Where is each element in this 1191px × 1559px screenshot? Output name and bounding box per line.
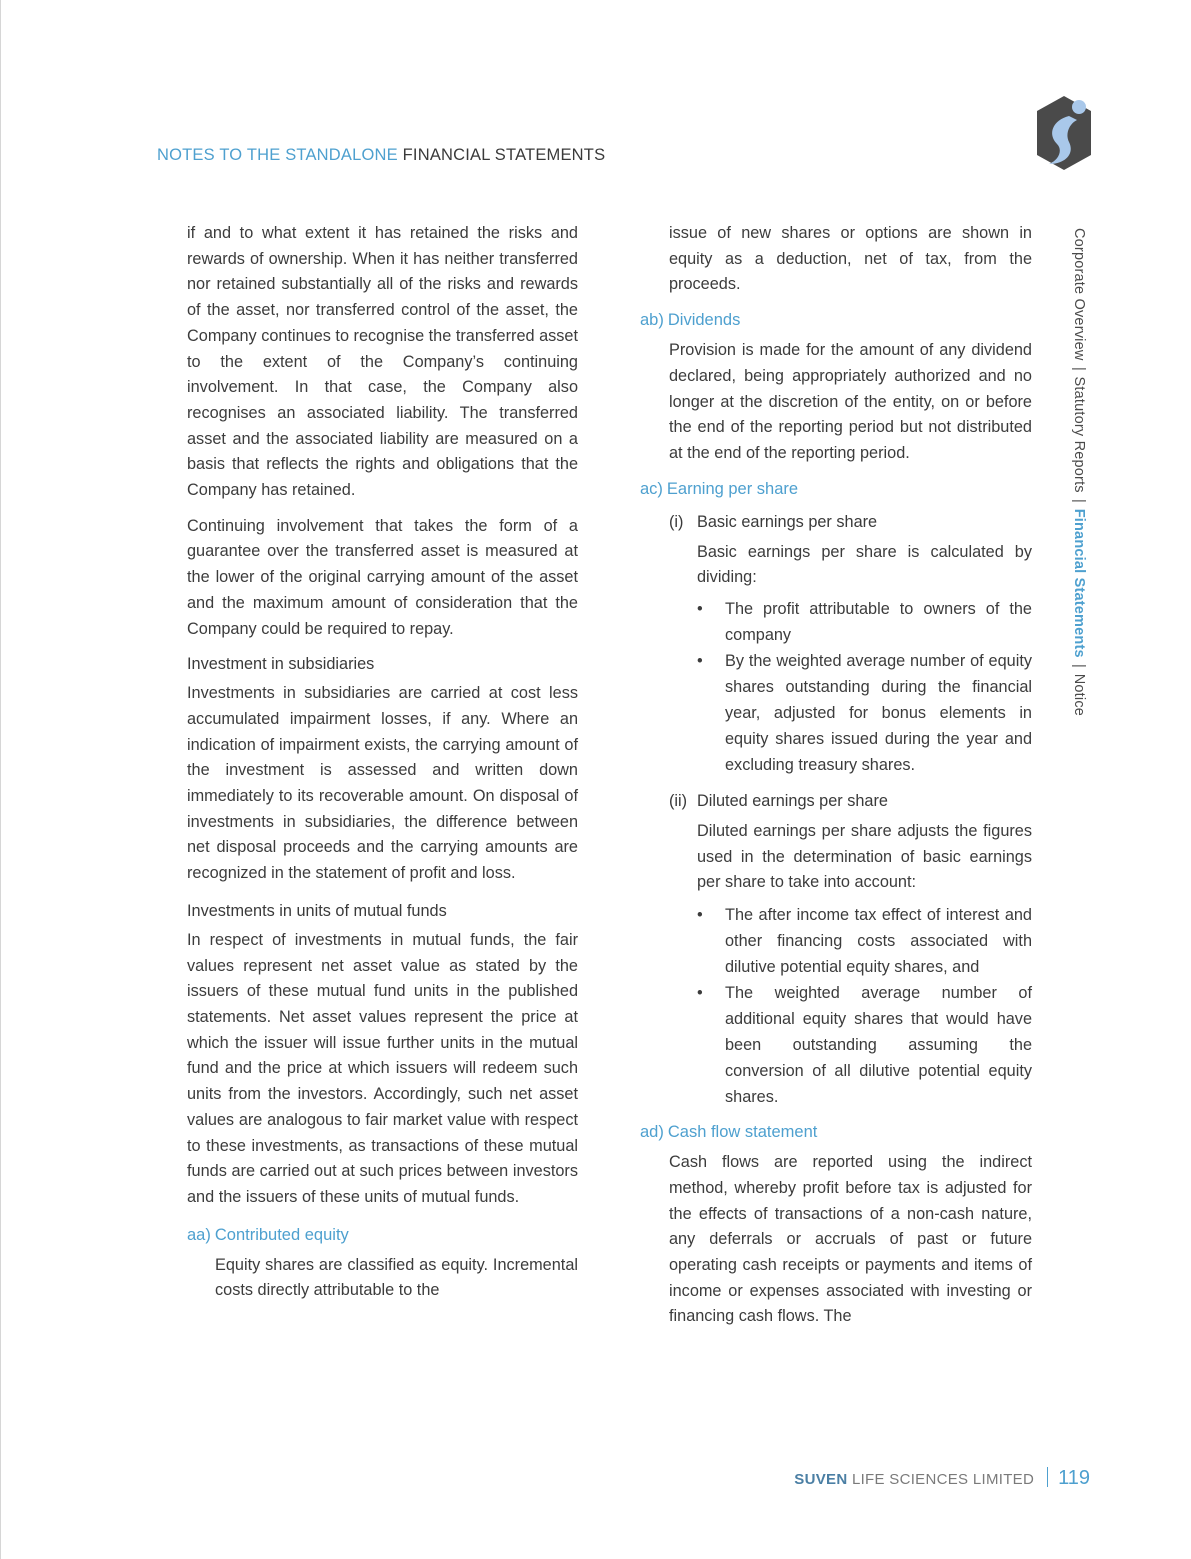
list-item — [697, 596, 1032, 648]
left-column — [187, 221, 578, 1304]
list-item-text: By the weighted average number of equity shares outstanding during the financial year, adjusted for bonus elements in equity shares issued during the year and excluding treasury shares. — [725, 652, 1032, 775]
right-column — [640, 221, 1032, 1330]
heading-mutual-funds: Investments in units of mutual funds — [187, 901, 447, 920]
nav-notice[interactable]: Notice — [1071, 673, 1087, 717]
section-title: Cash flow statement — [667, 1123, 818, 1142]
footer-divider — [1047, 1467, 1048, 1487]
side-navigation — [1071, 228, 1087, 716]
header-financial-label: FINANCIAL STATEMENTS — [402, 146, 606, 164]
section-number: ad) — [640, 1123, 664, 1142]
bullet-icon: • — [697, 652, 703, 671]
list-item-text: The after income tax effect of interest and other financing costs associated with dilutive potential equity shares, and — [725, 906, 1032, 977]
subsection-title: Diluted earnings per share — [697, 792, 888, 811]
subsection-title: Basic earnings per share — [697, 512, 878, 531]
page-footer — [794, 1464, 1090, 1490]
list-item-text: The weighted average number of additional equity shares that would have been outstanding assuming the conversion of all dilutive potential equity shares. — [725, 984, 1032, 1107]
section-ad-heading — [640, 1120, 1032, 1145]
paragraph-contributed-equity: Equity shares are classified as equity. Incremental costs directly attributable to the — [215, 1255, 578, 1300]
section-ac-heading — [640, 477, 1032, 502]
nav-separator: | — [1071, 663, 1087, 668]
list-item — [697, 648, 1032, 778]
nav-statutory-reports[interactable]: Statutory Reports — [1071, 376, 1087, 493]
list-item — [697, 980, 1032, 1110]
paragraph-cash-flow: Cash flows are reported using the indirect method, whereby profit before tax is adjusted for the effects of transactions of a non-cash nature, any deferrals or accruals of past or future operating cash receipts or payments and items of income or expenses associated with investing or financing cash flows. The — [669, 1153, 1032, 1326]
paragraph-continuing-involvement: Continuing involvement that takes the form of a guarantee over the transferred asset is measured at the lower of the original carrying amount of the asset and the maximum amount of consideration that the Company could be required to repay. — [187, 516, 578, 638]
diluted-eps-bullets — [640, 902, 1032, 1110]
subsection-number: (ii) — [669, 792, 688, 811]
section-number: ac) — [640, 479, 663, 498]
section-aa-heading — [187, 1223, 578, 1248]
page-number: 119 — [1058, 1467, 1090, 1489]
section-title: Earning per share — [666, 479, 799, 498]
list-item-text: The profit attributable to owners of the company — [725, 600, 1032, 645]
nav-separator: | — [1071, 366, 1087, 371]
header-notes-label: NOTES TO THE STANDALONE — [157, 146, 398, 164]
section-number: aa) — [187, 1225, 211, 1244]
subsection-basic-eps-heading — [669, 510, 1032, 535]
nav-financial-statements[interactable]: Financial Statements — [1071, 508, 1087, 658]
page-edge — [0, 0, 1, 1559]
nav-corporate-overview[interactable]: Corporate Overview — [1071, 228, 1087, 361]
paragraph-derecognition: if and to what extent it has retained the risks and rewards of ownership. When it has neither transferred nor retained substantially all of the risks and rewards of the asset, nor transferred control of the asset, the Company continues to recognise the transferred asset to the extent of the Company’s continuing involvement. In that case, the Company also recognises an associated liability. The transferred asset and the associated liability are measured on a basis that reflects the rights and obligations that the Company has retained. — [187, 224, 578, 500]
heading-investment-subsidiaries: Investment in subsidiaries — [187, 655, 375, 674]
list-item — [697, 902, 1032, 980]
section-title: Dividends — [667, 311, 741, 330]
bullet-icon: • — [697, 600, 703, 619]
paragraph-dividends: Provision is made for the amount of any dividend declared, being appropriately authorized and no longer at the discretion of the entity, on or before the end of the reporting period but not distributed at the end of the reporting period. — [669, 341, 1032, 462]
section-ab-heading — [640, 308, 1032, 333]
company-name-rest: LIFE SCIENCES LIMITED — [851, 1471, 1035, 1488]
basic-eps-bullets — [640, 596, 1032, 778]
subsection-diluted-eps-heading — [669, 789, 1032, 814]
section-number: ab) — [640, 311, 664, 330]
suven-logo-icon — [1035, 94, 1093, 172]
paragraph-equity-continued: issue of new shares or options are shown in equity as a deduction, net of tax, from the proceeds. — [669, 224, 1032, 294]
company-name-bold: SUVEN — [794, 1471, 848, 1488]
paragraph-investment-subsidiaries: Investments in subsidiaries are carried at cost less accumulated impairment losses, if any. Where an indication of impairment exists, the carrying amount of the investment is assessed and written down immediately to its recoverable amount. On disposal of investments in subsidiaries, the difference between net disposal proceeds and the carrying amounts are recognized in the statement of profit and loss. — [187, 684, 578, 883]
footer-company-name — [794, 1471, 1034, 1488]
paragraph-diluted-eps: Diluted earnings per share adjusts the figures used in the determination of basic earnings per share to take into account: — [697, 822, 1032, 892]
bullet-icon: • — [697, 984, 703, 1003]
page-header — [157, 146, 605, 165]
bullet-icon: • — [697, 906, 703, 925]
paragraph-mutual-funds: In respect of investments in mutual funds, the fair values represent net asset value as stated by the issuers of these mutual fund units in the published statements. Net asset values represent the price at which the issuer will issue further units in the mutual fund and the price at which issuers will redeem such units from the investors. Accordingly, such net asset values are analogous to fair market value with respect to these investments, as transactions of these mutual funds are carried out at such prices between investors and the issuers of these units of mutual funds. — [187, 930, 578, 1206]
subsection-number: (i) — [669, 512, 684, 531]
paragraph-basic-eps: Basic earnings per share is calculated by dividing: — [697, 542, 1032, 587]
nav-separator: | — [1071, 498, 1087, 503]
section-title: Contributed equity — [214, 1225, 349, 1244]
